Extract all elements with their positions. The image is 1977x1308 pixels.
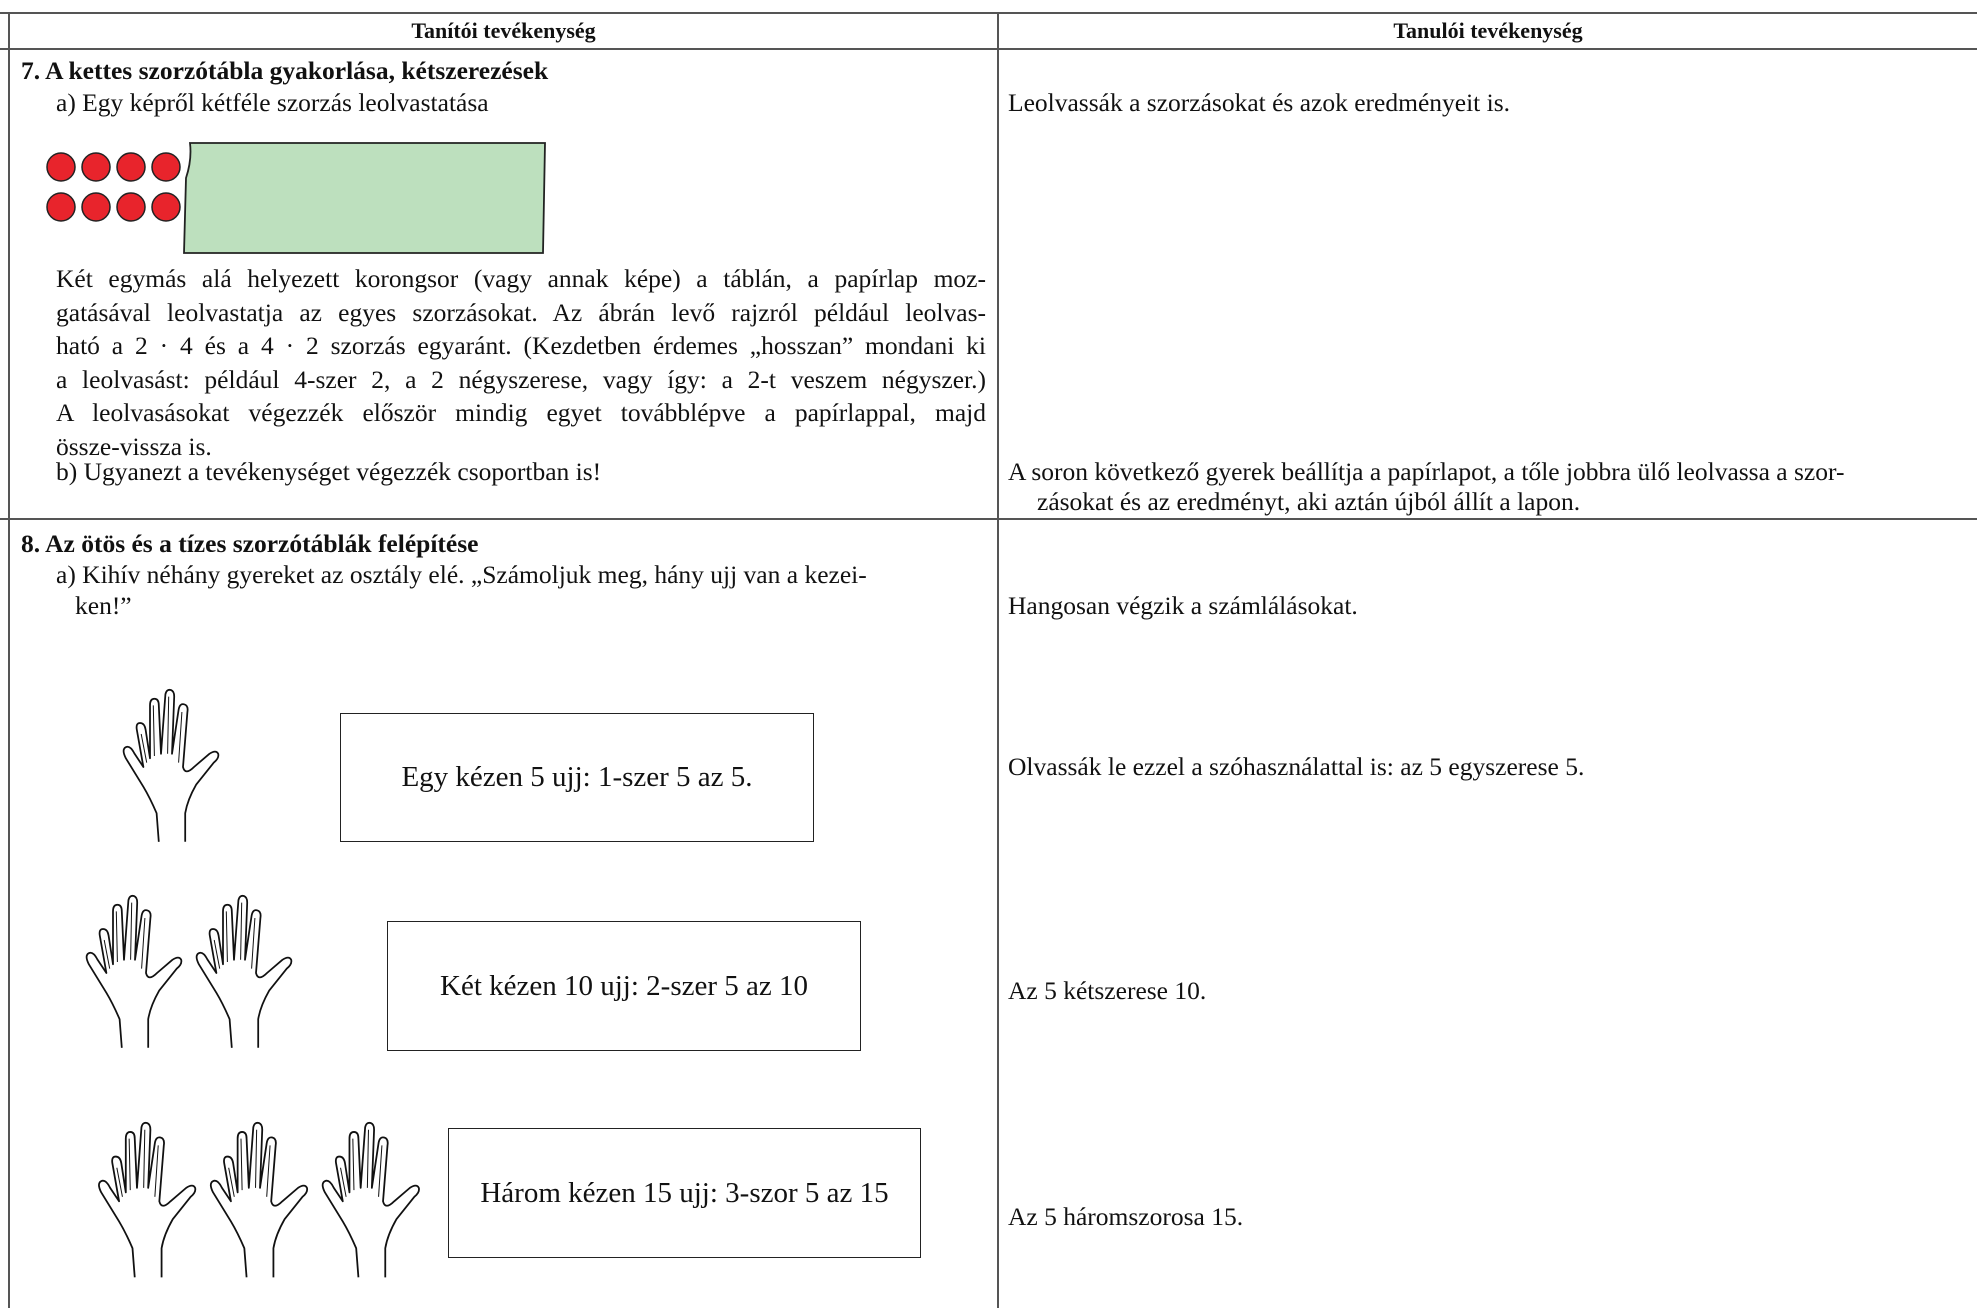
section7-b: b) Ugyanezt a tevékenységet végezzék csoportban is! (56, 457, 602, 486)
row-divider (0, 518, 1977, 520)
section7-right-b2: zásokat és az eredményt, aki aztán újból állít a lapon. (1037, 487, 1581, 516)
one-hand-illustration (116, 690, 228, 844)
section7-right-a: Leolvassák a szorzásokat és azok eredményeit is. (1008, 88, 1511, 117)
section7-right-b1: A soron következő gyerek beállítja a papírlapot, a tőle jobbra ülő leolvassa a szor- (1008, 457, 1845, 486)
section7-a: a) Egy képről kétféle szorzás leolvastatása (56, 88, 489, 117)
section8-a-line1: a) Kihív néhány gyereket az osztály elé. „Számoljuk meg, hány ujj van a kezei- (56, 560, 867, 589)
column-divider (997, 12, 999, 1308)
header-right: Tanulói tevékenység (1393, 18, 1583, 43)
section8-right-1: Hangosan végzik a számlálásokat. (1008, 591, 1358, 620)
counters-illustration (40, 138, 560, 258)
hand-outline-icon (124, 690, 219, 842)
section7-paragraph: Két egymás alá helyezett korongsor (vagy annak képe) a táblán, a papírlap moz- gatásával leolvastatja az egyes szorzásokat. Az ábrán levő rajzról például leolvas- ható a 2 · 4 és a 4 · 2 szorzás egyaránt. (Kezdetben érdemes „hosszan” mondani ki a leolvasást: például 4-szer 2, a 2 négyszerese, vagy így: a 2-t veszem négyszer.) A leolvasásokat végezzék először mindig egyet továbblépve a papírlappal, majd össze-vissza is. (56, 264, 986, 461)
section7-title: 7. A kettes szorzótábla gyakorlása, kétszerezések (21, 56, 549, 85)
section8-right-3: Az 5 kétszerese 10. (1008, 976, 1207, 1005)
box-two-hands: Két kézen 10 ujj: 2-szer 5 az 10 (387, 921, 861, 1051)
box-three-hands: Három kézen 15 ujj: 3-szor 5 az 15 (448, 1128, 921, 1258)
section8-right-2: Olvassák le ezzel a szóhasználattal is: az 5 egyszerese 5. (1008, 752, 1585, 781)
table-left-border (8, 12, 10, 1308)
section8-title: 8. Az ötös és a tízes szorzótáblák felépítése (21, 529, 479, 558)
table-top-border (0, 12, 1977, 14)
three-hands-illustration (92, 1123, 428, 1293)
two-hands-illustration (78, 896, 302, 1050)
red-counter-icon (47, 153, 180, 221)
section8-right-4: Az 5 háromszorosa 15. (1008, 1202, 1244, 1231)
header-left: Tanítói tevékenység (411, 18, 596, 43)
box-one-hand: Egy kézen 5 ujj: 1-szer 5 az 5. (340, 713, 814, 842)
header-bottom-border (0, 48, 1977, 50)
paper-sheet-icon (184, 143, 545, 253)
section8-a-line2: ken!” (75, 591, 132, 620)
